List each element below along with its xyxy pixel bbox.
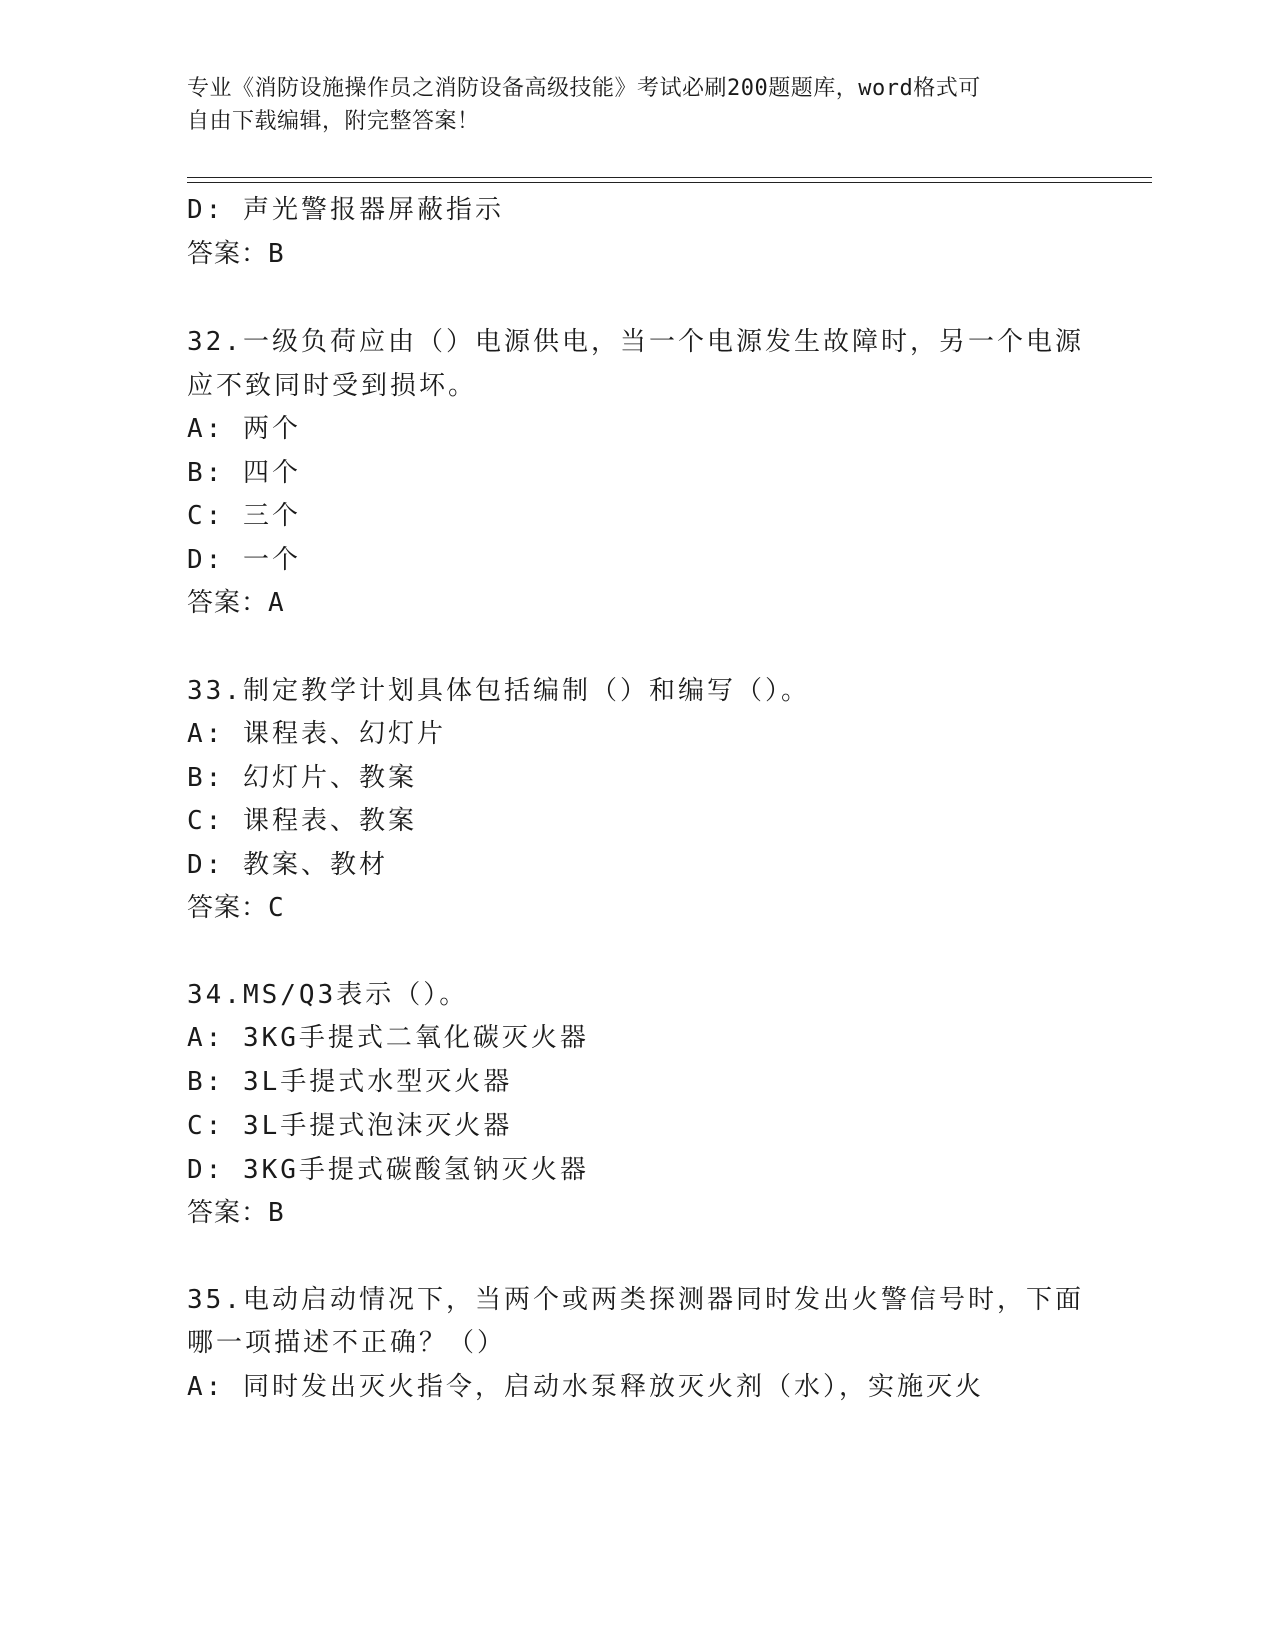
question-32-option-c: C: 三个 bbox=[187, 501, 301, 531]
question-34-stem: 34.MS/Q3表示（）。 bbox=[187, 980, 469, 1010]
question-32-option-d: D: 一个 bbox=[187, 545, 301, 575]
header-rule-top bbox=[187, 177, 1152, 178]
question-33-option-c: C: 课程表、教案 bbox=[187, 806, 417, 836]
question-32-stem: 32.一级负荷应由（）电源供电，当一个电源发生故障时，另一个电源 bbox=[187, 327, 1084, 357]
question-34-option-a: A: 3KG手提式二氧化碳灭火器 bbox=[187, 1023, 589, 1053]
question-32-stem-cont: 应不致同时受到损坏。 bbox=[187, 371, 478, 401]
question-32-option-a: A: 两个 bbox=[187, 414, 301, 444]
question-34-option-b: B: 3L手提式水型灭火器 bbox=[187, 1067, 513, 1097]
answer-line: 答案：B bbox=[187, 239, 285, 269]
question-34-option-d: D: 3KG手提式碳酸氢钠灭火器 bbox=[187, 1155, 589, 1185]
question-35-stem: 35.电动启动情况下，当两个或两类探测器同时发出火警信号时，下面 bbox=[187, 1285, 1084, 1315]
option-d: D: 声光警报器屏蔽指示 bbox=[187, 195, 504, 225]
question-33-option-b: B: 幻灯片、教案 bbox=[187, 763, 417, 793]
document-header bbox=[187, 72, 1087, 138]
question-32-answer: 答案：A bbox=[187, 588, 285, 618]
header-line-1: 专业《消防设施操作员之消防设备高级技能》考试必刷200题题库，word格式可 bbox=[187, 76, 981, 101]
question-32-option-b: B: 四个 bbox=[187, 458, 301, 488]
question-33-option-d: D: 教案、教材 bbox=[187, 850, 388, 880]
question-33-stem: 33.制定教学计划具体包括编制（）和编写（）。 bbox=[187, 676, 810, 706]
header-line-2: 自由下载编辑，附完整答案！ bbox=[187, 109, 480, 134]
question-34-answer: 答案：B bbox=[187, 1198, 285, 1228]
question-35-option-a: A: 同时发出灭火指令，启动水泵释放灭火剂（水），实施灭火 bbox=[187, 1372, 984, 1402]
header-rule-bottom bbox=[187, 182, 1152, 183]
question-34-option-c: C: 3L手提式泡沫灭火器 bbox=[187, 1111, 513, 1141]
question-35-stem-cont: 哪一项描述不正确？（） bbox=[187, 1328, 507, 1358]
question-33-option-a: A: 课程表、幻灯片 bbox=[187, 719, 446, 749]
question-33-answer: 答案：C bbox=[187, 893, 285, 923]
